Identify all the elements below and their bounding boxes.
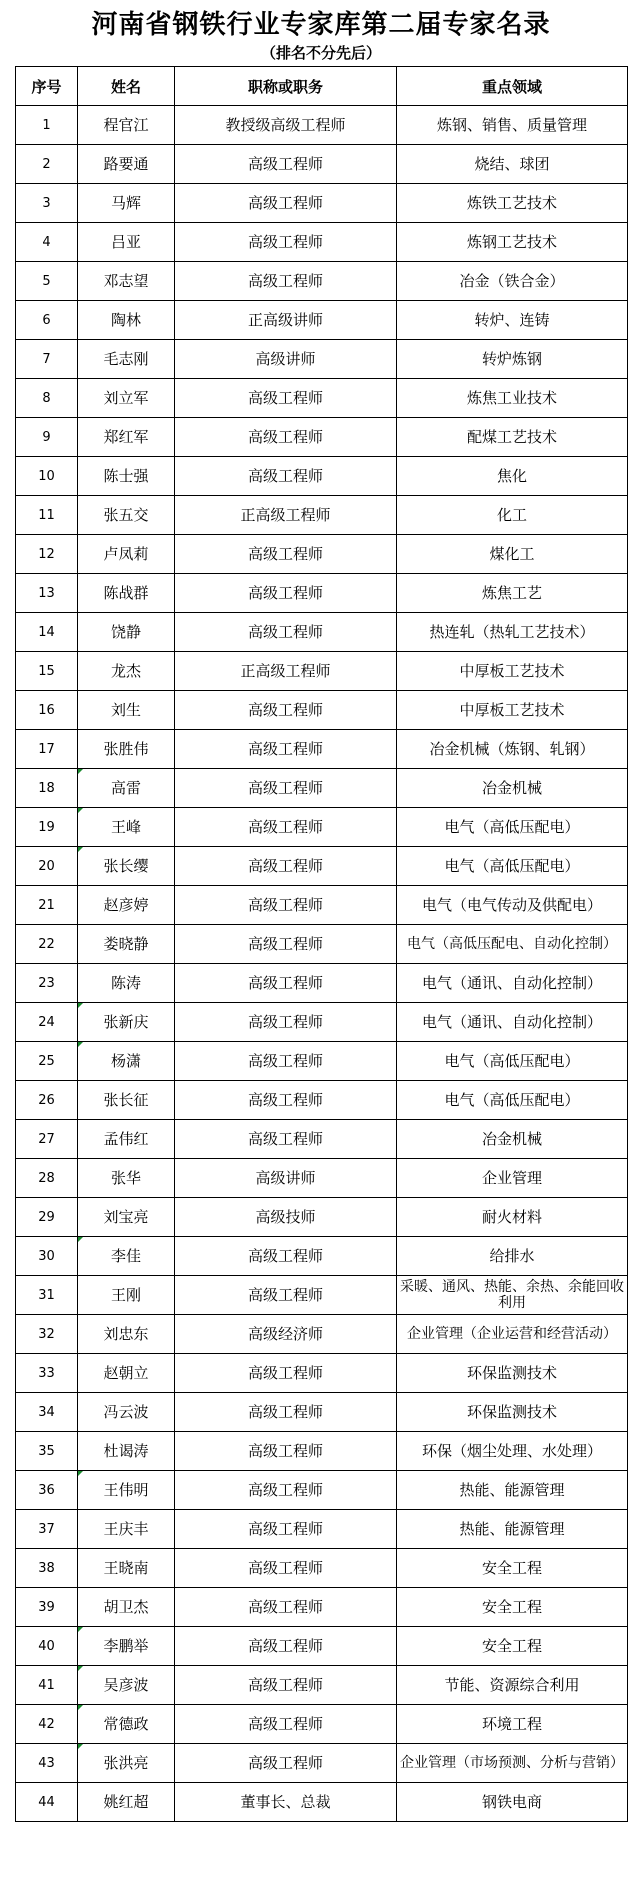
table-row: [16, 379, 628, 418]
expert-field: 热连轧（热轧工艺技术）: [397, 613, 628, 652]
expert-name: 刘生: [78, 691, 175, 730]
row-number: 27: [16, 1120, 78, 1159]
header-no: 序号: [16, 67, 78, 106]
expert-table: [15, 66, 628, 1822]
table-row: [16, 496, 628, 535]
table-row: [16, 691, 628, 730]
expert-name: 冯云波: [78, 1393, 175, 1432]
expert-name: 赵彦婷: [78, 886, 175, 925]
row-number: 8: [16, 379, 78, 418]
expert-field: 环境工程: [397, 1705, 628, 1744]
expert-field: 冶金机械: [397, 1120, 628, 1159]
expert-title: 高级工程师: [175, 145, 397, 184]
expert-title: 高级经济师: [175, 1315, 397, 1354]
table-row: [16, 1276, 628, 1315]
table-row: [16, 340, 628, 379]
table-row: [16, 106, 628, 145]
expert-name: 张华: [78, 1159, 175, 1198]
expert-field: 耐火材料: [397, 1198, 628, 1237]
expert-field: 节能、资源综合利用: [397, 1666, 628, 1705]
comment-indicator-icon: [78, 1003, 83, 1008]
table-row: [16, 1003, 628, 1042]
expert-field: 钢铁电商: [397, 1783, 628, 1822]
table-row: [16, 886, 628, 925]
expert-title: 高级工程师: [175, 535, 397, 574]
expert-title: 高级工程师: [175, 1120, 397, 1159]
expert-title: 高级工程师: [175, 574, 397, 613]
expert-name: 赵朝立: [78, 1354, 175, 1393]
expert-field: 焦化: [397, 457, 628, 496]
expert-title: 高级工程师: [175, 1081, 397, 1120]
table-row: [16, 574, 628, 613]
expert-name: 李佳: [78, 1237, 175, 1276]
comment-indicator-icon: [78, 1042, 83, 1047]
table-row: [16, 1198, 628, 1237]
expert-field: 配煤工艺技术: [397, 418, 628, 457]
table-body: [16, 106, 628, 1822]
expert-title: 高级工程师: [175, 1042, 397, 1081]
expert-name: 刘宝亮: [78, 1198, 175, 1237]
table-row: [16, 1237, 628, 1276]
expert-field: 转炉、连铸: [397, 301, 628, 340]
expert-field: 安全工程: [397, 1627, 628, 1666]
header-name: 姓名: [78, 67, 175, 106]
expert-name: 姚红超: [78, 1783, 175, 1822]
expert-name: 马辉: [78, 184, 175, 223]
table-header-row: [16, 67, 628, 106]
expert-field: 中厚板工艺技术: [397, 652, 628, 691]
expert-title: 高级工程师: [175, 730, 397, 769]
expert-name: 陶林: [78, 301, 175, 340]
expert-title: 高级工程师: [175, 379, 397, 418]
expert-title: 高级讲师: [175, 1159, 397, 1198]
expert-title: 高级工程师: [175, 769, 397, 808]
expert-name: 杜谒涛: [78, 1432, 175, 1471]
table-row: [16, 1315, 628, 1354]
row-number: 11: [16, 496, 78, 535]
row-number: 43: [16, 1744, 78, 1783]
expert-field: 采暖、通风、热能、余热、余能回收利用: [397, 1276, 628, 1315]
expert-field: 环保监测技术: [397, 1393, 628, 1432]
table-row: [16, 1705, 628, 1744]
expert-name: 饶静: [78, 613, 175, 652]
expert-name: 高雷: [78, 769, 175, 808]
expert-name: 娄晓静: [78, 925, 175, 964]
expert-field: 电气（电气传动及供配电）: [397, 886, 628, 925]
expert-field: 热能、能源管理: [397, 1510, 628, 1549]
table-row: [16, 1471, 628, 1510]
page-subtitle: （排名不分先后）: [260, 44, 381, 62]
comment-indicator-icon: [78, 1471, 83, 1476]
table-row: [16, 184, 628, 223]
expert-field: 电气（高低压配电）: [397, 1042, 628, 1081]
expert-title: 高级讲师: [175, 340, 397, 379]
table-row: [16, 1627, 628, 1666]
expert-field: 炼焦工业技术: [397, 379, 628, 418]
expert-title: 高级工程师: [175, 1627, 397, 1666]
expert-title: 高级工程师: [175, 1003, 397, 1042]
expert-name: 王庆丰: [78, 1510, 175, 1549]
expert-title: 高级工程师: [175, 1510, 397, 1549]
table-row: [16, 1354, 628, 1393]
row-number: 4: [16, 223, 78, 262]
table-row: [16, 1744, 628, 1783]
table-row: [16, 535, 628, 574]
expert-title: 正高级工程师: [175, 496, 397, 535]
expert-field: 电气（高低压配电）: [397, 1081, 628, 1120]
row-number: 2: [16, 145, 78, 184]
row-number: 34: [16, 1393, 78, 1432]
row-number: 9: [16, 418, 78, 457]
expert-title: 高级工程师: [175, 1666, 397, 1705]
header-title: 职称或职务: [175, 67, 397, 106]
row-number: 29: [16, 1198, 78, 1237]
row-number: 35: [16, 1432, 78, 1471]
table-row: [16, 964, 628, 1003]
table-row: [16, 652, 628, 691]
expert-title: 正高级讲师: [175, 301, 397, 340]
expert-name: 毛志刚: [78, 340, 175, 379]
row-number: 31: [16, 1276, 78, 1315]
row-number: 15: [16, 652, 78, 691]
table-row: [16, 1081, 628, 1120]
expert-field: 中厚板工艺技术: [397, 691, 628, 730]
expert-field: 企业管理: [397, 1159, 628, 1198]
row-number: 25: [16, 1042, 78, 1081]
table-row: [16, 730, 628, 769]
expert-name: 胡卫杰: [78, 1588, 175, 1627]
expert-name: 程官江: [78, 106, 175, 145]
expert-title: 高级工程师: [175, 691, 397, 730]
expert-name: 陈战群: [78, 574, 175, 613]
expert-field: 煤化工: [397, 535, 628, 574]
row-number: 1: [16, 106, 78, 145]
expert-field: 安全工程: [397, 1588, 628, 1627]
expert-name: 邓志望: [78, 262, 175, 301]
expert-name: 张洪亮: [78, 1744, 175, 1783]
table-row: [16, 223, 628, 262]
row-number: 23: [16, 964, 78, 1003]
expert-name: 王晓南: [78, 1549, 175, 1588]
expert-field: 电气（高低压配电）: [397, 808, 628, 847]
expert-title: 教授级高级工程师: [175, 106, 397, 145]
expert-title: 高级工程师: [175, 1354, 397, 1393]
row-number: 19: [16, 808, 78, 847]
expert-title: 高级工程师: [175, 925, 397, 964]
expert-title: 高级工程师: [175, 223, 397, 262]
row-number: 24: [16, 1003, 78, 1042]
expert-field: 电气（高低压配电）: [397, 847, 628, 886]
table-row: [16, 1042, 628, 1081]
expert-title: 高级工程师: [175, 184, 397, 223]
expert-name: 刘立军: [78, 379, 175, 418]
header-field: 重点领域: [397, 67, 628, 106]
comment-indicator-icon: [78, 1627, 83, 1632]
row-number: 44: [16, 1783, 78, 1822]
expert-field: 冶金机械: [397, 769, 628, 808]
expert-title: 高级工程师: [175, 808, 397, 847]
expert-name: 路要通: [78, 145, 175, 184]
row-number: 26: [16, 1081, 78, 1120]
expert-field: 环保（烟尘处理、水处理）: [397, 1432, 628, 1471]
expert-name: 王伟明: [78, 1471, 175, 1510]
expert-field: 炼钢工艺技术: [397, 223, 628, 262]
table-row: [16, 1432, 628, 1471]
expert-name: 龙杰: [78, 652, 175, 691]
expert-name: 王峰: [78, 808, 175, 847]
expert-title: 高级工程师: [175, 1549, 397, 1588]
expert-field: 热能、能源管理: [397, 1471, 628, 1510]
table-row: [16, 1510, 628, 1549]
row-number: 41: [16, 1666, 78, 1705]
expert-field: 冶金机械（炼钢、轧钢）: [397, 730, 628, 769]
expert-field: 环保监测技术: [397, 1354, 628, 1393]
row-number: 20: [16, 847, 78, 886]
table-row: [16, 418, 628, 457]
expert-field: 电气（通讯、自动化控制）: [397, 964, 628, 1003]
row-number: 16: [16, 691, 78, 730]
expert-title: 高级工程师: [175, 457, 397, 496]
row-number: 39: [16, 1588, 78, 1627]
table-row: [16, 301, 628, 340]
expert-name: 刘忠东: [78, 1315, 175, 1354]
expert-name: 李鹏举: [78, 1627, 175, 1666]
row-number: 5: [16, 262, 78, 301]
expert-title: 高级工程师: [175, 1432, 397, 1471]
comment-indicator-icon: [78, 1705, 83, 1710]
expert-field: 转炉炼钢: [397, 340, 628, 379]
expert-title: 高级工程师: [175, 613, 397, 652]
table-row: [16, 1549, 628, 1588]
expert-title: 高级工程师: [175, 418, 397, 457]
comment-indicator-icon: [78, 847, 83, 852]
page-title: 河南省钢铁行业专家库第二届专家名录: [91, 10, 551, 40]
row-number: 33: [16, 1354, 78, 1393]
row-number: 38: [16, 1549, 78, 1588]
expert-field: 企业管理（市场预测、分析与营销）: [397, 1744, 628, 1783]
expert-title: 董事长、总裁: [175, 1783, 397, 1822]
row-number: 36: [16, 1471, 78, 1510]
expert-title: 高级工程师: [175, 847, 397, 886]
table-row: [16, 262, 628, 301]
expert-name: 张五交: [78, 496, 175, 535]
expert-title: 高级工程师: [175, 1705, 397, 1744]
comment-indicator-icon: [78, 769, 83, 774]
expert-field: 企业管理（企业运营和经营活动）: [397, 1315, 628, 1354]
expert-title: 高级技师: [175, 1198, 397, 1237]
row-number: 13: [16, 574, 78, 613]
table-row: [16, 769, 628, 808]
expert-name: 常德政: [78, 1705, 175, 1744]
row-number: 22: [16, 925, 78, 964]
table-row: [16, 1666, 628, 1705]
table-row: [16, 1783, 628, 1822]
expert-field: 炼焦工艺: [397, 574, 628, 613]
expert-title: 高级工程师: [175, 1393, 397, 1432]
expert-name: 张长缨: [78, 847, 175, 886]
expert-field: 炼钢、销售、质量管理: [397, 106, 628, 145]
row-number: 21: [16, 886, 78, 925]
expert-field: 烧结、球团: [397, 145, 628, 184]
expert-name: 杨潇: [78, 1042, 175, 1081]
expert-title: 高级工程师: [175, 1744, 397, 1783]
table-row: [16, 847, 628, 886]
expert-name: 郑红军: [78, 418, 175, 457]
row-number: 14: [16, 613, 78, 652]
expert-field: 炼铁工艺技术: [397, 184, 628, 223]
expert-name: 卢凤莉: [78, 535, 175, 574]
expert-title: 高级工程师: [175, 1588, 397, 1627]
table-row: [16, 457, 628, 496]
table-row: [16, 613, 628, 652]
table-row: [16, 1588, 628, 1627]
expert-name: 张长征: [78, 1081, 175, 1120]
table-row: [16, 1393, 628, 1432]
expert-name: 张胜伟: [78, 730, 175, 769]
row-number: 37: [16, 1510, 78, 1549]
row-number: 40: [16, 1627, 78, 1666]
row-number: 6: [16, 301, 78, 340]
expert-title: 高级工程师: [175, 1471, 397, 1510]
table-row: [16, 1120, 628, 1159]
row-number: 3: [16, 184, 78, 223]
row-number: 17: [16, 730, 78, 769]
table-row: [16, 145, 628, 184]
expert-name: 吴彦波: [78, 1666, 175, 1705]
expert-title: 高级工程师: [175, 1237, 397, 1276]
expert-field: 电气（通讯、自动化控制）: [397, 1003, 628, 1042]
expert-name: 陈涛: [78, 964, 175, 1003]
row-number: 42: [16, 1705, 78, 1744]
row-number: 32: [16, 1315, 78, 1354]
table-row: [16, 925, 628, 964]
expert-name: 吕亚: [78, 223, 175, 262]
expert-field: 给排水: [397, 1237, 628, 1276]
expert-title: 高级工程师: [175, 262, 397, 301]
comment-indicator-icon: [78, 1744, 83, 1749]
row-number: 28: [16, 1159, 78, 1198]
table-row: [16, 808, 628, 847]
expert-name: 王刚: [78, 1276, 175, 1315]
row-number: 30: [16, 1237, 78, 1276]
expert-title: 高级工程师: [175, 964, 397, 1003]
row-number: 18: [16, 769, 78, 808]
expert-title: 正高级工程师: [175, 652, 397, 691]
row-number: 12: [16, 535, 78, 574]
expert-title: 高级工程师: [175, 1276, 397, 1315]
table-row: [16, 1159, 628, 1198]
expert-name: 陈士强: [78, 457, 175, 496]
row-number: 7: [16, 340, 78, 379]
expert-name: 张新庆: [78, 1003, 175, 1042]
comment-indicator-icon: [78, 808, 83, 813]
expert-field: 安全工程: [397, 1549, 628, 1588]
row-number: 10: [16, 457, 78, 496]
expert-name: 孟伟红: [78, 1120, 175, 1159]
expert-title: 高级工程师: [175, 886, 397, 925]
comment-indicator-icon: [78, 1666, 83, 1671]
expert-field: 电气（高低压配电、自动化控制）: [397, 925, 628, 964]
comment-indicator-icon: [78, 1237, 83, 1242]
expert-field: 冶金（铁合金）: [397, 262, 628, 301]
expert-field: 化工: [397, 496, 628, 535]
